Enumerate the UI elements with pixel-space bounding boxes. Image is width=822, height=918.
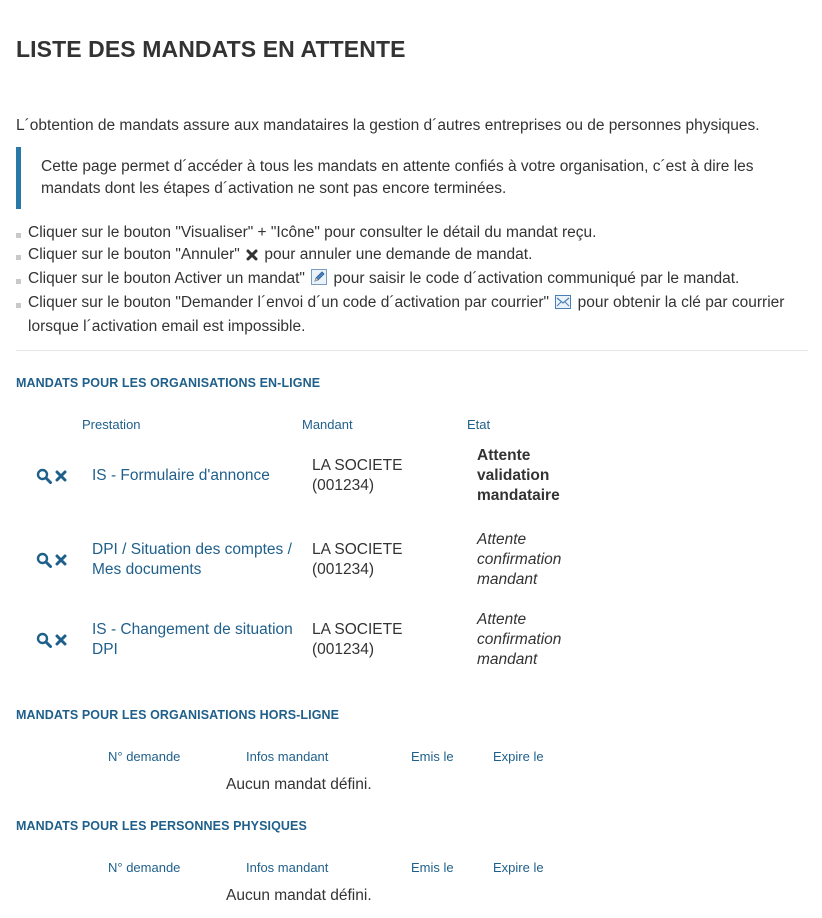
row-actions: [36, 552, 67, 568]
close-icon[interactable]: [55, 634, 67, 646]
prestation-link[interactable]: DPI / Situation des comptes / Mes documents: [92, 541, 292, 578]
column-header-demande[interactable]: N° demande: [108, 860, 181, 875]
mandant-cell: LA SOCIETE (001234): [312, 541, 403, 578]
mandant-cell: LA SOCIETE (001234): [312, 621, 403, 658]
column-header-demande[interactable]: N° demande: [108, 749, 181, 764]
section-title-persons: MANDATS POUR LES PERSONNES PHYSIQUES: [16, 819, 307, 833]
instruction-text: pour saisir le code d´activation communiqué par le mandat.: [333, 270, 740, 287]
column-header-expire[interactable]: Expire le: [493, 860, 544, 875]
divider: [16, 350, 808, 351]
instruction-text: pour obtenir la clé par courrier lorsque l´activation email est impossible.: [28, 294, 785, 335]
instruction-text: pour annuler une demande de mandat.: [264, 246, 533, 263]
status-text: Attente confirmation mandant: [477, 531, 562, 588]
edit-pencil-icon: [311, 269, 327, 292]
envelope-icon: [555, 294, 571, 316]
empty-message: Aucun mandat défini.: [226, 776, 372, 793]
search-icon[interactable]: [36, 468, 52, 484]
close-icon[interactable]: [55, 554, 67, 566]
status-text: Attente confirmation mandant: [477, 611, 562, 668]
close-icon: [246, 246, 258, 268]
row-actions: [36, 632, 67, 648]
instruction-item: [16, 292, 796, 338]
section-title-offline: MANDATS POUR LES ORGANISATIONS HORS-LIGNE: [16, 708, 340, 722]
column-header-emis[interactable]: Emis le: [411, 860, 454, 875]
column-header-infos[interactable]: Infos mandant: [246, 860, 329, 875]
prestation-link[interactable]: IS - Formulaire d'annonce: [92, 467, 270, 484]
page-title: LISTE DES MANDATS EN ATTENTE: [16, 36, 406, 62]
column-header-expire[interactable]: Expire le: [493, 749, 544, 764]
section-title-online: MANDATS POUR LES ORGANISATIONS EN-LIGNE: [16, 376, 321, 390]
search-icon[interactable]: [36, 632, 52, 648]
status-text: Attente validation mandataire: [477, 447, 560, 504]
instruction-text: Cliquer sur le bouton Activer un mandat": [28, 270, 305, 287]
instruction-text: Cliquer sur le bouton "Demander l´envoi d´un code d´activation par courrier": [28, 294, 550, 311]
search-icon[interactable]: [36, 552, 52, 568]
column-header-emis[interactable]: Emis le: [411, 749, 454, 764]
close-icon[interactable]: [55, 470, 67, 482]
column-header-infos[interactable]: Infos mandant: [246, 749, 329, 764]
intro-text: L´obtention de mandats assure aux mandataires la gestion d´autres entreprises ou de personnes physiques.: [16, 117, 760, 134]
info-callout: Cette page permet d´accéder à tous les mandats en attente confiés à votre organisation, c´est à dire les mandats dont les étapes d´activation ne sont pas encore terminées.: [16, 147, 811, 209]
instruction-item: [16, 222, 796, 244]
prestation-link[interactable]: IS - Changement de situation DPI: [92, 621, 293, 658]
empty-message: Aucun mandat défini.: [226, 887, 372, 904]
mandant-cell: LA SOCIETE (001234): [312, 457, 403, 494]
column-header-prestation[interactable]: Prestation: [82, 417, 141, 432]
instructions-list: [16, 222, 796, 338]
instruction-text: Cliquer sur le bouton "Annuler": [28, 246, 240, 263]
column-header-etat[interactable]: Etat: [467, 417, 491, 432]
instruction-text: Cliquer sur le bouton "Visualiser" + "Icône" pour consulter le détail du mandat reçu.: [28, 224, 597, 241]
row-actions: [36, 468, 67, 484]
instruction-item: [16, 244, 796, 268]
column-header-mandant[interactable]: Mandant: [302, 417, 353, 432]
instruction-item: [16, 268, 796, 292]
